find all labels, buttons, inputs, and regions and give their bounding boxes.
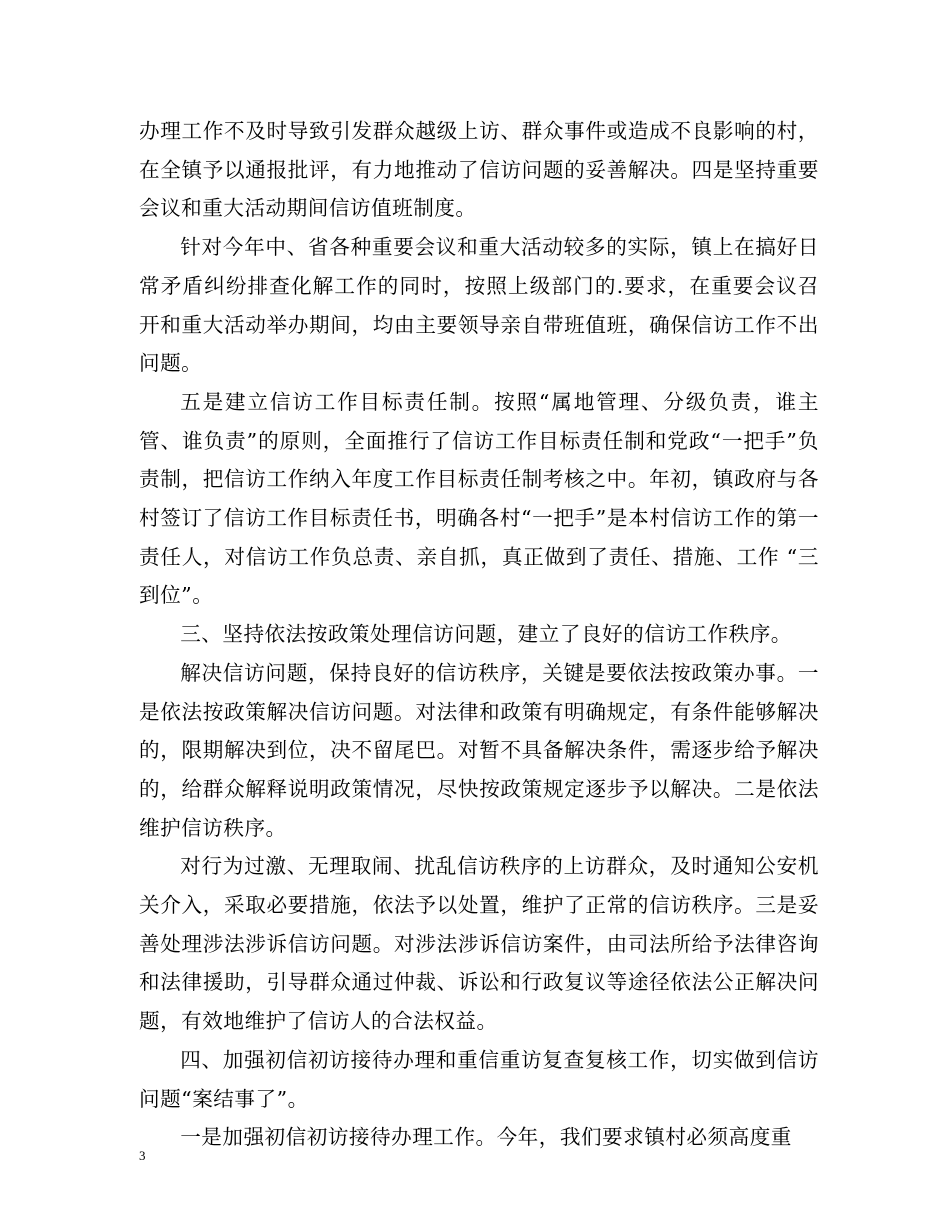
paragraph-8: 一是加强初信初访接待办理工作。今年，我们要求镇村必须高度重	[180, 1125, 792, 1150]
document-body	[139, 112, 819, 1157]
paragraph-1: 办理工作不及时导致引发群众越级上访、群众事件或造成不良影响的村，在全镇予以通报批评，有力地推动了信访问题的妥善解决。四是坚持重要会议和重大活动期间信访值班制度。	[139, 119, 819, 221]
paragraph-5: 解决信访问题，保持良好的信访秩序，关键是要依法按政策办事。一是依法按政策解决信访问题。对法律和政策有明确规定，有条件能够解决的，限期解决到位，决不留尾巴。对暂不具备解决条件，需逐步给予解决的，给群众解释说明政策情况，尽快按政策规定逐步予以解决。二是依法维护信访秩序。	[139, 660, 819, 840]
paragraph-3: 五是建立信访工作目标责任制。按照“属地管理、分级负责，谁主管、谁负责”的原则，全面推行了信访工作目标责任制和党政“一把手”负责制，把信访工作纳入年度工作目标责任制考核之中。年初，镇政府与各村签订了信访工作目标责任书，明确各村“一把手”是本村信访工作的第一责任人，对信访工作负总责、亲自抓，真正做到了责任、措施、工作 “三到位”。	[139, 389, 819, 608]
page-number: 3	[139, 1148, 146, 1163]
paragraph-2: 针对今年中、省各种重要会议和重大活动较多的实际，镇上在搞好日常矛盾纠纷排查化解工作的同时，按照上级部门的.要求，在重要会议召开和重大活动举办期间，均由主要领导亲自带班值班，确保信访工作不出问题。	[139, 235, 819, 376]
section-heading-4: 四、加强初信初访接待办理和重信重访复查复核工作，切实做到信访问题“案结事了”。	[139, 1047, 819, 1111]
section-heading-3: 三、坚持依法按政策处理信访问题，建立了良好的信访工作秩序。	[180, 622, 792, 647]
paragraph-6: 对行为过激、无理取闹、扰乱信访秩序的上访群众，及时通知公安机关介入，采取必要措施，依法予以处置，维护了正常的信访秩序。三是妥善处理涉法涉诉信访问题。对涉法涉诉信访案件，由司法所给予法律咨询和法律援助，引导群众通过仲裁、诉讼和行政复议等途径依法公正解决问题，有效地维护了信访人的合法权益。	[139, 854, 819, 1034]
